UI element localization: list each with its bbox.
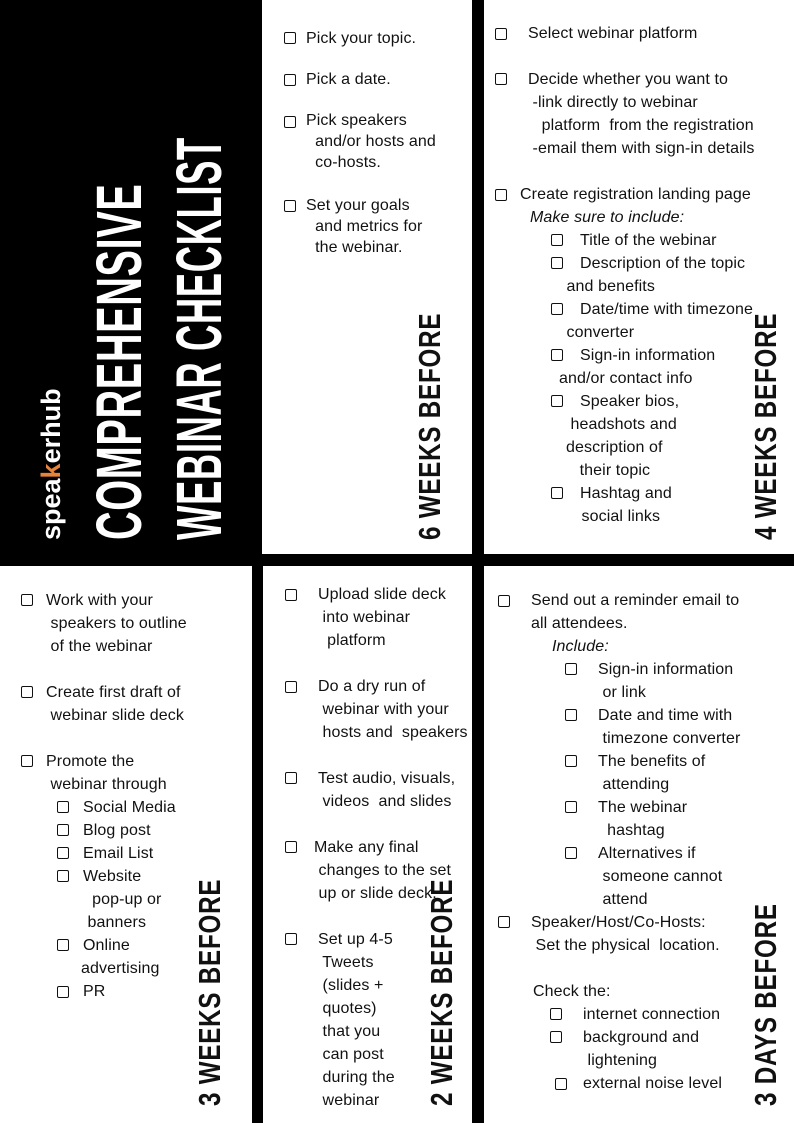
subitem-4w-2: Description of the topic and benefits — [566, 255, 746, 295]
include-label: Include: — [552, 638, 609, 655]
checkbox-4w-sub-1[interactable] — [551, 234, 563, 246]
item-2w-2: Do a dry run of webinar with your hosts and speakers — [318, 678, 468, 741]
item-3w-1: Work with your speakers to outline of the webinar — [46, 592, 187, 655]
checkbox-3w-3[interactable] — [21, 755, 33, 767]
subitem-4w-6: Hashtag and social links — [580, 485, 672, 525]
subitem-4w-1: Title of the webinar — [580, 232, 717, 249]
checkbox-3w-sub-1[interactable] — [57, 801, 69, 813]
checkbox-3d-sub-4[interactable] — [565, 801, 577, 813]
checkbox-2w-4[interactable] — [285, 841, 297, 853]
item-4w-2: Decide whether you want to -link directly to webinar platform from the registration -email them with sign-in details — [528, 71, 755, 157]
section-label-2-weeks: 2 WEEKS BEFORE — [424, 878, 459, 1106]
item-4w-3: Create registration landing page — [520, 186, 751, 203]
checkbox-3d-sub-2[interactable] — [565, 709, 577, 721]
subitem-3w-2: Blog post — [83, 822, 151, 839]
checkbox-2w-1[interactable] — [285, 589, 297, 601]
checkbox-3w-sub-5[interactable] — [57, 939, 69, 951]
checkbox-3d-check-2[interactable] — [550, 1031, 562, 1043]
checkbox-4w-1[interactable] — [495, 28, 507, 40]
checkbox-4w-2[interactable] — [495, 73, 507, 85]
checkbox-3d-sub-1[interactable] — [565, 663, 577, 675]
check-3d-2: background and lightening — [583, 1029, 700, 1069]
checkbox-2w-3[interactable] — [285, 772, 297, 784]
brand-logo — [36, 388, 67, 540]
item-2w-4: Make any final changes to the set up or slide deck. — [314, 839, 452, 902]
make-sure-label: Make sure to include: — [530, 209, 685, 226]
subitem-3w-5: Online advertising — [81, 937, 160, 977]
subitem-4w-4: Sign-in information and/or contact info — [559, 347, 716, 387]
subitem-3d-1: Sign-in information or link — [598, 661, 734, 701]
brand-logo-k: k — [36, 463, 66, 479]
checkbox-6w-4[interactable] — [284, 200, 296, 212]
checkbox-3d-1[interactable] — [498, 595, 510, 607]
checkbox-4w-sub-6[interactable] — [551, 487, 563, 499]
item-3w-3: Promote the webinar through — [46, 753, 167, 793]
checkbox-3w-sub-4[interactable] — [57, 870, 69, 882]
divider-vertical-top — [472, 0, 484, 556]
checkbox-3w-2[interactable] — [21, 686, 33, 698]
subitem-4w-3: Date/time with timezone converter — [566, 301, 754, 341]
brand-logo-text-a: spea — [36, 478, 66, 540]
item-6w-4: Set your goals and metrics for the webinar. — [306, 197, 423, 256]
divider-vertical-bottom-left — [252, 560, 263, 1123]
item-3w-2: Create first draft of webinar slide deck — [46, 684, 184, 724]
checkbox-3d-check-1[interactable] — [550, 1008, 562, 1020]
checkbox-3w-sub-6[interactable] — [57, 986, 69, 998]
checkbox-4w-sub-5[interactable] — [551, 395, 563, 407]
item-2w-3: Test audio, visuals, videos and slides — [318, 770, 456, 810]
subitem-3w-6: PR — [83, 983, 106, 1000]
item-6w-1: Pick your topic. — [306, 30, 417, 47]
checkbox-6w-1[interactable] — [284, 32, 296, 44]
subitem-3d-5: Alternatives if someone cannot attend — [598, 845, 723, 908]
section-label-3-weeks: 3 WEEKS BEFORE — [192, 878, 227, 1106]
check-3d-1: internet connection — [583, 1006, 721, 1023]
subitem-3d-4: The webinar hashtag — [598, 799, 688, 839]
check-the-label: Check the: — [533, 983, 611, 1000]
checkbox-2w-2[interactable] — [285, 681, 297, 693]
checkbox-3w-sub-2[interactable] — [57, 824, 69, 836]
checkbox-2w-5[interactable] — [285, 933, 297, 945]
title-line-1: COMPREHENSIVE — [83, 183, 155, 540]
checkbox-3d-sub-3[interactable] — [565, 755, 577, 767]
section-label-3-days: 3 DAYS BEFORE — [748, 903, 783, 1106]
brand-logo-text-b: erhub — [36, 388, 66, 464]
checkbox-4w-3[interactable] — [495, 189, 507, 201]
item-6w-2: Pick a date. — [306, 71, 391, 88]
checkbox-3d-check-3[interactable] — [555, 1078, 567, 1090]
checkbox-6w-3[interactable] — [284, 116, 296, 128]
subitem-4w-5: Speaker bios, headshots and description of their topic — [566, 393, 680, 479]
item-2w-5: Set up 4-5 Tweets (slides + quotes) that you can post during the webinar — [318, 931, 395, 1109]
subitem-3w-4: Website pop-up or banners — [83, 868, 162, 931]
subitem-3w-3: Email List — [83, 845, 154, 862]
item-4w-1: Select webinar platform — [528, 25, 698, 42]
divider-horizontal — [0, 554, 794, 566]
section-label-6-weeks: 6 WEEKS BEFORE — [412, 312, 447, 540]
checkbox-3d-sub-5[interactable] — [565, 847, 577, 859]
checkbox-3w-1[interactable] — [21, 594, 33, 606]
check-3d-3: external noise level — [583, 1075, 722, 1092]
item-6w-3: Pick speakers and/or hosts and co-hosts. — [306, 112, 436, 171]
item-3d-1: Send out a reminder email to all attendees. — [531, 592, 740, 632]
subitem-3d-3: The benefits of attending — [598, 753, 706, 793]
checkbox-6w-2[interactable] — [284, 74, 296, 86]
subitem-3d-2: Date and time with timezone converter — [598, 707, 741, 747]
checkbox-3d-2[interactable] — [498, 916, 510, 928]
item-3d-2: Speaker/Host/Co-Hosts: Set the physical location. — [531, 914, 720, 954]
item-2w-1: Upload slide deck into webinar platform — [318, 586, 446, 649]
checkbox-3w-sub-3[interactable] — [57, 847, 69, 859]
subitem-3w-1: Social Media — [83, 799, 176, 816]
title-line-2: WEBINAR CHECKLIST — [163, 137, 235, 540]
divider-vertical-bottom-right — [472, 560, 484, 1123]
section-label-4-weeks: 4 WEEKS BEFORE — [748, 312, 783, 540]
